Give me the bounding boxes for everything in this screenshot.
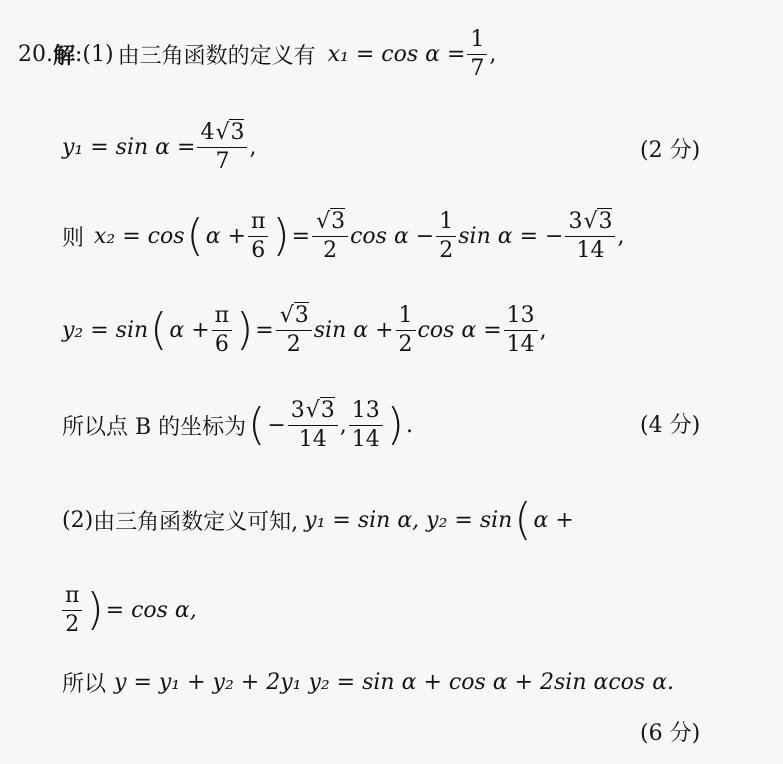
- two-denominator: 2: [439, 237, 454, 263]
- sqrt-symbol: √: [279, 302, 294, 328]
- root3: 3: [331, 208, 346, 234]
- thirteen-over-fourteen: [504, 302, 538, 357]
- one-half: [436, 208, 456, 263]
- sqrt-symbol: √: [305, 397, 320, 423]
- one-numerator: 1: [396, 305, 416, 331]
- sqrt3-over-2: [276, 302, 312, 357]
- right-paren: ): [236, 304, 254, 355]
- y1-num-coef: 4: [200, 119, 215, 145]
- fourteen-denominator: 14: [576, 237, 605, 263]
- fourteen-denominator: 14: [351, 426, 380, 452]
- x1-fraction: [467, 26, 487, 81]
- pi-numerator: π: [212, 305, 232, 331]
- score-1: (2 分): [640, 138, 701, 163]
- line1-text: 由三角函数的定义有: [117, 43, 316, 69]
- line5-end: .: [405, 412, 413, 438]
- y2-term1: sin α +: [313, 317, 394, 343]
- x2-inner: α +: [205, 223, 246, 249]
- score-2: (4 分): [640, 413, 701, 438]
- x2-term1: cos α −: [350, 223, 435, 249]
- y2-inner: α +: [169, 317, 210, 343]
- score-3: (6 分): [640, 721, 701, 746]
- line-6: [0, 490, 783, 550]
- comma: ,: [339, 412, 347, 438]
- left-paren: (: [514, 494, 532, 545]
- b-y-fraction: [349, 397, 383, 452]
- line6-math: y₁ = sin α, y₂ = sin: [304, 507, 513, 533]
- x1-denominator: 7: [470, 55, 485, 81]
- sqrt-symbol: √: [583, 208, 598, 234]
- line3-end: ,: [617, 223, 625, 249]
- x2-term2: sin α = −: [458, 223, 564, 249]
- y1-expression: y₁ = sin α =: [62, 134, 196, 160]
- left-paren: (: [186, 210, 204, 261]
- two-denominator: 2: [286, 331, 301, 357]
- line5-text: 所以点 B 的坐标为: [62, 414, 247, 440]
- y1-denominator: 7: [215, 148, 230, 174]
- y2-term2: cos α =: [417, 317, 502, 343]
- y1-numerator: [197, 119, 247, 148]
- line4-end: ,: [539, 317, 547, 343]
- line-7: [0, 578, 783, 642]
- six-denominator: 6: [251, 237, 266, 263]
- y1-fraction: [197, 119, 247, 174]
- line8-text: 所以: [62, 671, 107, 697]
- b-x-fraction: [288, 397, 338, 452]
- pi-over-6: [248, 208, 268, 263]
- equals: =: [291, 223, 311, 249]
- two-denominator: 2: [323, 237, 338, 263]
- solution-label: 解: [53, 42, 76, 69]
- root3: 3: [598, 208, 613, 234]
- one-half: [396, 302, 416, 357]
- root3: 3: [320, 397, 335, 423]
- pi-over-6: [212, 302, 232, 357]
- thirteen-numerator: 13: [349, 400, 383, 426]
- line1-end: ,: [489, 41, 497, 67]
- line-1: [0, 24, 783, 84]
- line8-math: y = y₁ + y₂ + 2y₁ y₂ = sin α + cos α + 2sin αcos α.: [114, 669, 675, 695]
- line6-text: 由三角函数定义可知,: [93, 509, 299, 535]
- line3-prefix: 则: [62, 225, 85, 251]
- problem-number: 20.: [18, 41, 53, 67]
- x1-expression: x₁ = cos α =: [327, 41, 466, 67]
- three: 3: [568, 208, 583, 234]
- equals: =: [255, 317, 274, 343]
- x2-lhs: x₂ = cos: [94, 223, 185, 249]
- thirteen-numerator: 13: [504, 305, 538, 331]
- line2-end: ,: [249, 134, 257, 160]
- b-x-num: [288, 397, 338, 426]
- pi-numerator: π: [62, 585, 82, 611]
- line6-inner: α +: [533, 507, 574, 533]
- two-denominator: 2: [398, 331, 413, 357]
- three: 3: [290, 397, 305, 423]
- left-paren: (: [150, 304, 168, 355]
- y1-num-root: 3: [230, 119, 245, 145]
- minus-sign: −: [267, 412, 286, 438]
- sqrt-symbol: √: [316, 208, 331, 234]
- root3: 3: [294, 302, 309, 328]
- two-denominator: 2: [65, 611, 80, 637]
- y2-lhs: y₂ = sin: [62, 317, 149, 343]
- right-paren: ): [272, 210, 290, 261]
- line7-after: = cos α,: [105, 597, 197, 623]
- x1-numerator: 1: [467, 29, 487, 55]
- part1-label: :(1): [75, 41, 114, 67]
- fourteen-denominator: 14: [506, 331, 535, 357]
- one-numerator: 1: [436, 211, 456, 237]
- line-4: [0, 298, 783, 362]
- sqrt3-over-2: [312, 208, 348, 263]
- sqrt3-num: [276, 302, 312, 331]
- pi-over-2: [62, 582, 82, 637]
- right-paren: ): [86, 584, 104, 635]
- sqrt-symbol: √: [215, 119, 230, 145]
- sqrt3-num: [312, 208, 348, 237]
- left-paren: (: [248, 399, 266, 450]
- six-denominator: 6: [214, 331, 229, 357]
- part2-label: (2): [62, 507, 94, 533]
- x2-result-fraction: [565, 208, 615, 263]
- right-paren: ): [386, 399, 404, 450]
- line-8: [0, 662, 783, 702]
- x2-result-num: [565, 208, 615, 237]
- pi-numerator: π: [248, 211, 268, 237]
- line-3: [0, 204, 783, 268]
- fourteen-denominator: 14: [298, 426, 327, 452]
